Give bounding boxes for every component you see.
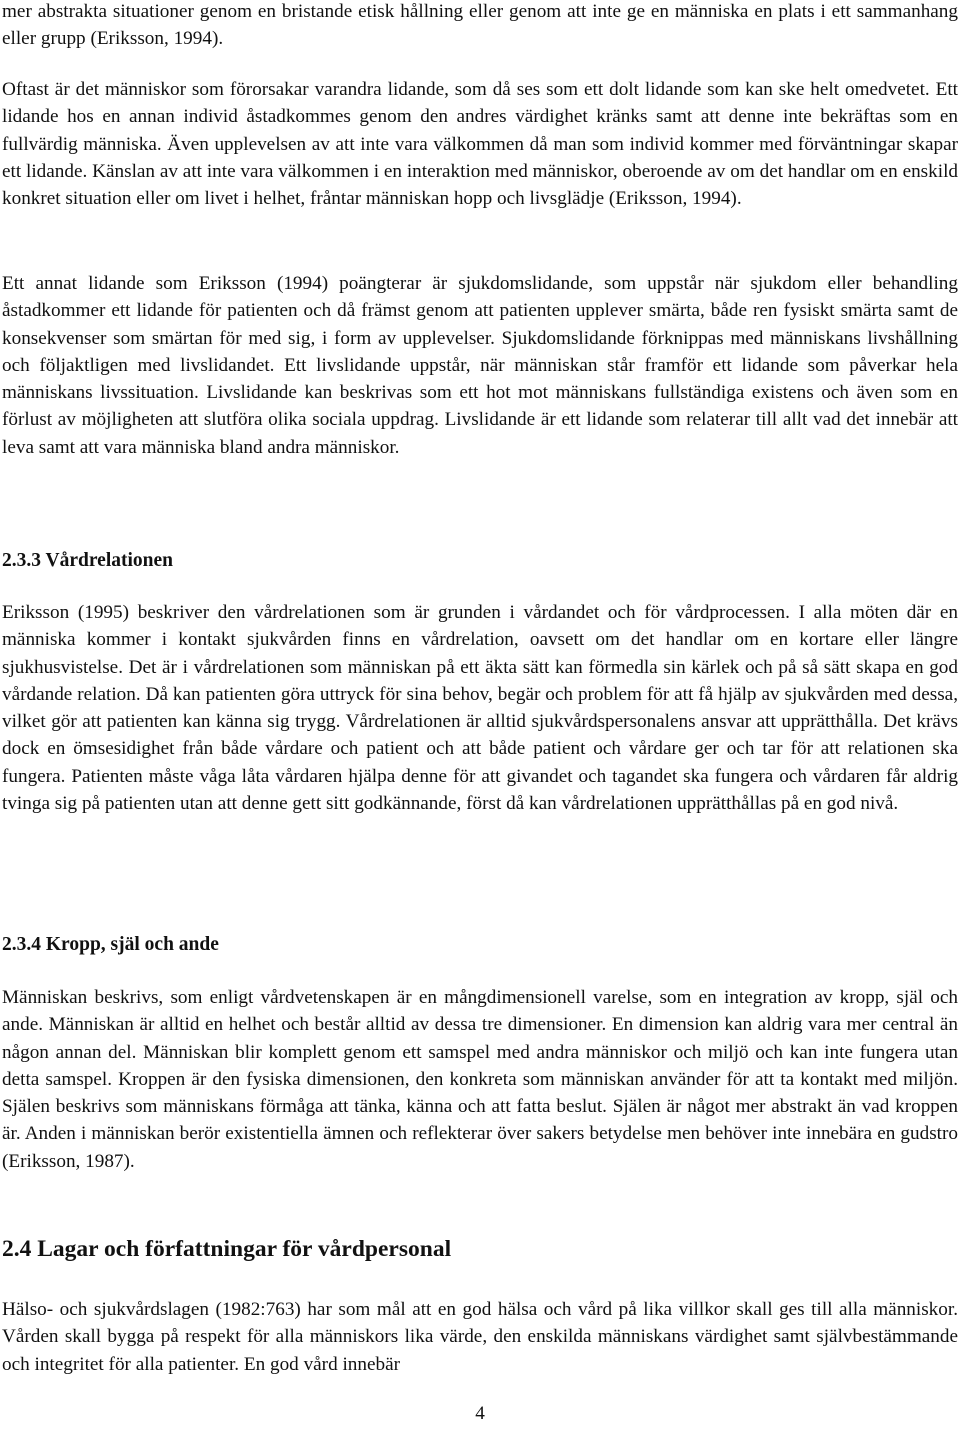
paragraph-kropp-sjal-ande: Människan beskrivs, som enligt vårdvetenskapen är en mångdimensionell varelse, som en integration av kropp, själ och ande. Människan är alltid en helhet och består alltid av dessa tre dimensioner. En dimension kan aldrig vara mer central än någon annan del. Människan blir komplett genom ett samspel med andra människor och miljö och kan inte fungera utan detta samspel. Kroppen är den fysiska dimensionen, den konkreta som människan använder för att ta kontakt med miljön. Själen beskrivs som människans förmåga att tänka, känna och att fatta beslut. Själen är något mer abstrakt än vad kroppen är. Anden i människan berör existentiella ämnen och reflekterar över sakers betydelse men behöver inte innebära en gudstro (Eriksson, 1987). [2,987,958,1172]
paragraph-sjukdomslidande: Ett annat lidande som Eriksson (1994) poängterar är sjukdomslidande, som uppstår när sjukdom eller behandling åstadkommer ett lidande för patienten och då främst genom att patienten upplever smärta, både ren fysiskt smärta samt de konsekvenser som smärtan för med sig, i form av upplevelser. Sjukdomslidande förknippas med människans livshållning och följaktligen med livslidandet. Ett livslidande uppstår, när människan står framför ett lidande som påverkar hela människans livssituation. Livslidande kan beskrivas som ett hot mot människans fullständiga existens och även som en förlust av möjligheten att slutföra olika sociala uppdrag. Livslidande är ett lidande som relaterar till allt vad det innebär att leva samt att vara människa bland andra människor. [2,273,958,458]
paragraph-intro-continuation: mer abstrakta situationer genom en bristande etisk hållning eller genom att inte ge en människa en plats i ett sammanhang eller grupp (Eriksson, 1994). [2,1,958,50]
heading-kropp-sjal-ande: 2.3.4 Kropp, själ och ande [2,934,219,955]
paragraph-dolt-lidande: Oftast är det människor som förorsakar varandra lidande, som då ses som ett dolt lidande som kan ske helt omedvetet. Ett lidande hos en annan individ åstadkommes genom den andres värdighet kränks samt att denne inte bekräftas som en fullvärdig människa. Även upplevelsen av att inte vara välkommen då man som individ kommer med förväntningar skapar ett lidande. Känslan av att inte vara välkommen i en interaktion med människor, oberoende av om det handlar om en enskild konkret situation eller om livet i helhet, fråntar människan hopp och livsglädje (Eriksson, 1994). [2,79,958,210]
paragraph-vardrelationen: Eriksson (1995) beskriver den vårdrelationen som är grunden i vårdandet och för vårdprocessen. I alla möten där en människa kommer i kontakt sjukvården finns en vårdrelation, oavsett om det handlar om en kortare eller längre sjukhusvistelse. Det är i vårdrelationen som människan på ett äkta sätt kan förmedla sin kärlek och på så sätt skapa en god vårdande relation. Då kan patienten göra uttryck för sina behov, begär och problem för att få hjälp av sjukvården med dessa, vilket gör att patienten kan känna sig trygg. Vårdrelationen är alltid sjukvårdspersonalens ansvar att upprätthålla. Det krävs dock en ömsesidighet från både vårdare och patient och att både patient och vårdare ger och tar för att relationen ska fungera. Patienten måste våga låta vårdaren hjälpa denne för att givandet och tagandet ska fungera och vårdaren får aldrig tvinga sig på patienten utan att denne gett sitt godkännande, först då kan vårdrelationen upprätthållas på en god nivå. [2,602,958,815]
heading-vardrelationen: 2.3.3 Vårdrelationen [2,550,173,571]
page-number: 4 [475,1403,485,1424]
paragraph-halso-och-sjukvardslagen: Hälso- och sjukvårdslagen (1982:763) har som mål att en god hälsa och vård på lika villkor skall ges till alla människor. Vården skall bygga på respekt för alla människors lika värde, den enskilda människans värdighet samt självbestämmande och integritet för alla patienter. En god vård innebär [2,1299,958,1375]
heading-lagar-och-forfattningar: 2.4 Lagar och författningar för vårdpersonal [2,1236,452,1262]
